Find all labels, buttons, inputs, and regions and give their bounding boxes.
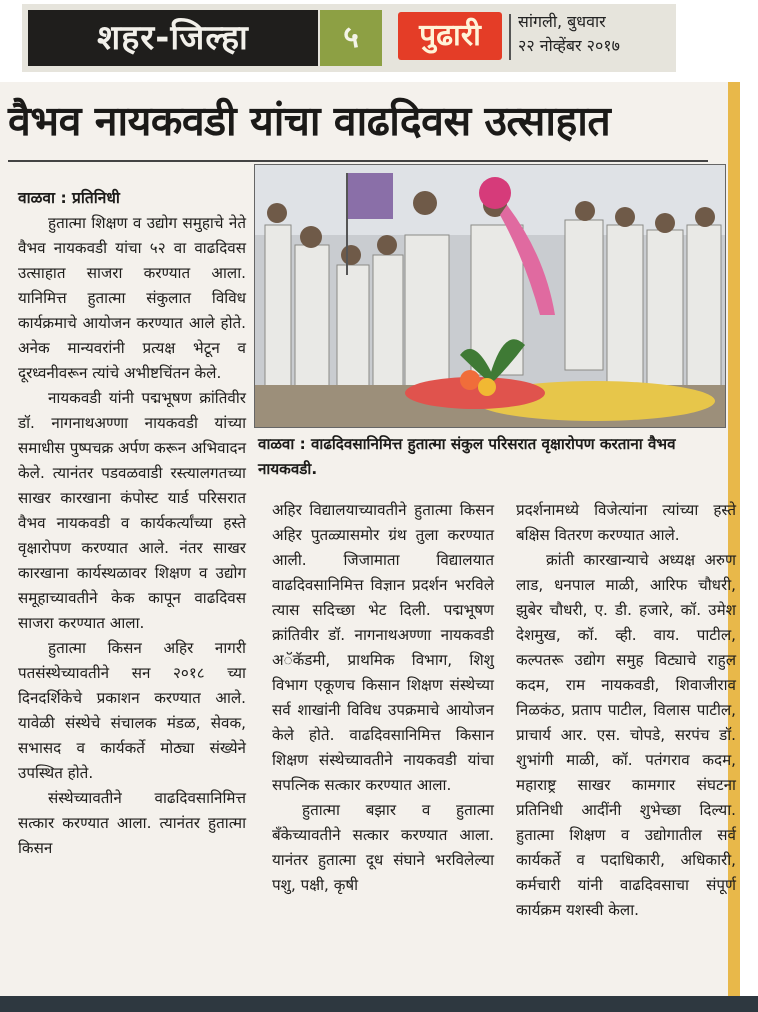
paragraph: हुतात्मा बझार व हुतात्मा बँकेच्यावतीने सत्कार करण्यात आला. यानंतर हुतात्मा दूध संघाने भरविलेल्या पशु, पक्षी, कृषी: [272, 801, 494, 894]
paragraph: नायकवडी यांनी पद्मभूषण क्रांतिवीर डॉ. नागनाथअण्णा नायकवडी यांच्या समाधीस पुष्पचक्र अर्पण करून अभिवादन केले. त्यानंतर पडवळवाडी रस्त्यालगतच्या साखर कारखाना कंपोस्ट यार्ड परिसरात वैभव नायकवडी व कार्यकर्त्यांच्या हस्ते वृक्षारोपण करण्यात आले. नंतर साखर कारखाना कार्यस्थळावर शिक्षण व उद्योग समूहाच्यावतीने केक कापून वाढदिवस साजरा करण्यात आला.: [18, 389, 246, 632]
paragraph: अहिर विद्यालयाच्यावतीने हुतात्मा किसन अहिर पुतळ्यासमोर ग्रंथ तुला करण्यात आली. जिजामाता विद्यालयात वाढदिवसानिमित्त विज्ञान प्रदर्शन भरविले त्यास सदिच्छा भेट दिली. पद्मभूषण क्रांतिवीर डॉ. नागनाथअण्णा नायकवडी अॅकॅडमी, प्राथमिक विभाग, शिशु विभाग एकूणच किसान शिक्षण संस्थेच्या सर्व शाखांनी विविध उपक्रमाचे आयोजन केले होते. वाढदिवसानिमित्त किसान शिक्षण संस्थेच्यावतीने नायकवडी यांचा सपत्निक सत्कार करण्यात आला.: [272, 501, 494, 794]
paragraph: प्रदर्शनामध्ये विजेत्यांना त्यांच्या हस्ते बक्षिस वितरण करण्यात आले.: [516, 501, 736, 544]
bottom-rule: [0, 996, 758, 1012]
article-column-2: [272, 498, 494, 898]
article-headline: वैभव नायकवडी यांचा वाढदिवस उत्साहात: [8, 97, 611, 145]
paragraph: संस्थेच्यावतीने वाढदिवसानिमित्त सत्कार करण्यात आला. त्यानंतर हुतात्मा किसन: [18, 789, 246, 857]
photo-caption: वाळवा : वाढदिवसानिमित्त हुतात्मा संकुल परिसरात वृक्षारोपण करताना वैभव नायकवडी.: [258, 435, 676, 478]
tree-planting-photo-illustration: [255, 165, 725, 427]
event-photo: [254, 164, 726, 428]
newspaper-logo: पुढारी: [398, 12, 502, 60]
dateline-place-day: सांगली, बुधवार: [518, 12, 606, 31]
section-label: शहर-जिल्हा: [28, 10, 318, 66]
paragraph: हुतात्मा शिक्षण व उद्योग समुहाचे नेते वैभव नायकवडी यांचा ५२ वा वाढदिवस उत्साहात साजरा करण्यात आला. यानिमित्त हुतात्मा संकुलात विविध कार्यक्रमाचे आयोजन करण्यात आले होते. अनेक मान्यवरांनी प्रत्यक्ष भेटून व दूरध्वनीवरून त्यांचे अभीष्टचिंतन केले.: [18, 214, 246, 382]
headline-rule: [8, 160, 708, 162]
masthead-divider: [509, 14, 511, 60]
dateline-date: २२ नोव्हेंबर २०१७: [518, 36, 620, 55]
dateline: [518, 10, 678, 58]
paragraph: क्रांती कारखान्याचे अध्यक्ष अरुण लाड, धनपाल माळी, आरिफ चौधरी, झुबेर चौधरी, ए. डी. हजारे, कॉ. उमेश देशमुख, कॉ. व्ही. वाय. पाटील, कल्पतरू उद्योग समुह विट्याचे राहुल कदम, राम नायकवडी, शिवाजीराव निळकंठ, प्रताप पाटील, विलास पाटील, प्राचार्य आर. एस. चोपडे, सरपंच डॉ. शुभांगी माळी, कॉ. पतंगराव कदम, महाराष्ट्र साखर कामगार संघटना प्रतिनिधी आदींनी शुभेच्छा दिल्या. हुतात्मा शिक्षण व उद्योगातील सर्व कार्यकर्ते व पदाधिकारी, अधिकारी, कर्मचारी यांनी वाढदिवसाचा संपूर्ण कार्यक्रम यशस्वी केला.: [516, 551, 736, 919]
masthead: [22, 4, 676, 72]
article-column-3: [516, 498, 736, 923]
article-column-1: [18, 186, 246, 861]
paragraph: हुतात्मा किसन अहिर नागरी पतसंस्थेच्यावतीने सन २०१८ च्या दिनदर्शिकेचे प्रकाशन करण्यात आले. यावेळी संस्थेचे संचालक मंडळ, सेवक, सभासद व कार्यकर्ते मोठ्या संख्येने उपस्थित होते.: [18, 639, 246, 782]
page-number: ५: [320, 10, 382, 66]
article-byline: वाळवा : प्रतिनिधी: [18, 189, 120, 207]
